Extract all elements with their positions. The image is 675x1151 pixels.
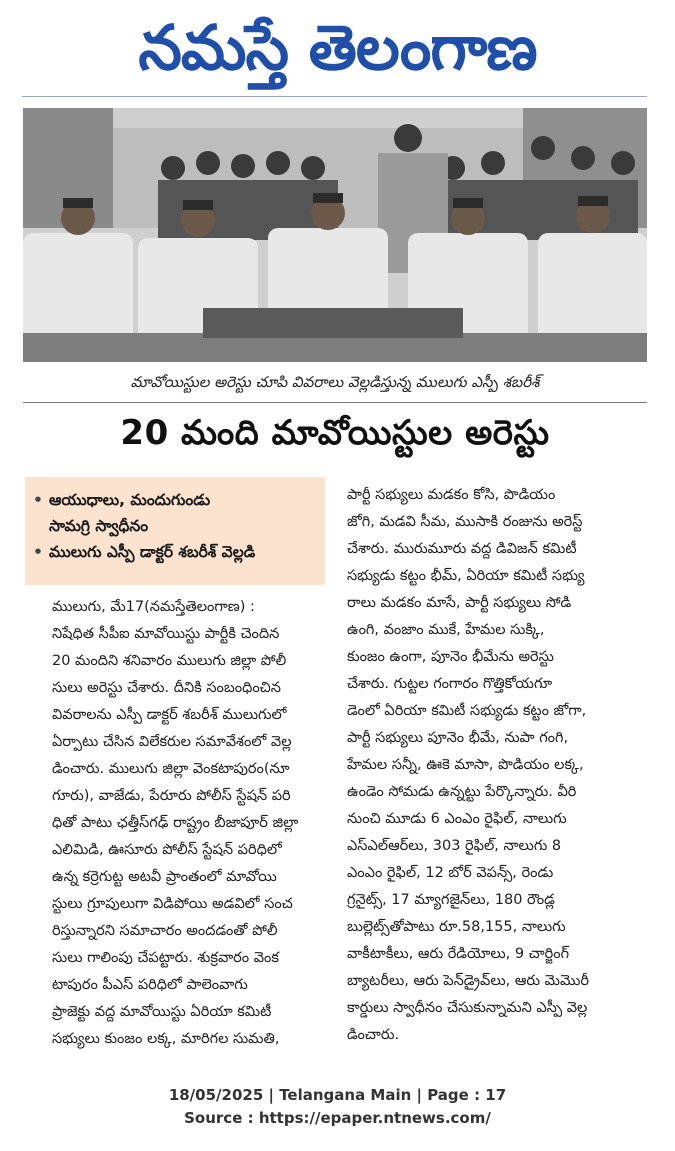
group-photo-image — [23, 108, 647, 362]
article-line: ఎలిమిడి, ఊసూరు పోలీస్ స్టేషన్ పరిధిలో — [52, 842, 282, 858]
article-line: హేమల సన్నీ, ఊకె మాసా, పొడియం లక్క, — [347, 757, 584, 773]
bullet-icon: • — [33, 491, 43, 509]
article-line: గూరు), వాజేడు, పేరూరు పోలీస్ స్టేషన్ పరి — [52, 788, 291, 804]
article-column-right — [347, 482, 649, 1049]
article-line: సులు గాలింపు చేపట్టారు. శుక్రవారం వెంక — [52, 950, 279, 966]
highlight-item — [33, 487, 317, 513]
article-line: రాలు మడకం మాసే, పార్టీ సభ్యులు సోడి — [347, 595, 572, 611]
article-line: కార్డులు స్వాధీనం చేసుకున్నామని ఎస్పీ వెల్ల — [347, 1000, 588, 1016]
article-line: చేశారు. మురుమూరు వద్ద డివిజన్ కమిటీ — [347, 541, 577, 557]
article-line: టాపురం పీఎస్ పరిధిలో పాలెంవాగు — [52, 977, 248, 993]
article-line: ఉన్న కర్రెగుట్ట అటవీ ప్రాంతంలో మావోయి — [52, 869, 277, 885]
article-line: ములుగు, మే17(నమస్తేతెలంగాణ) : — [52, 599, 255, 615]
highlight-line-continued — [33, 513, 317, 539]
article-line: డెంలో ఏరియా కమిటీ సభ్యుడు కట్టం జోగా, — [347, 703, 587, 719]
article-line: గ్రనైట్స్, 17 మ్యాగజైన్‌లు, 180 రౌండ్ల — [347, 892, 555, 908]
highlight-line: సామగ్రి స్వాధీనం — [49, 517, 149, 535]
article-line: ధితో పాటు ఛత్తీస్‌గఢ్ రాష్ట్రం బీజాపూర్ జిల్లా — [52, 815, 299, 831]
article-line: ఎస్ఎల్ఆర్‌లు, 303 రైఫిల్, నాలుగు 8 — [347, 838, 562, 854]
article-line: బ్యాటరీలు, ఆరు పెన్‌డ్రైవ్‌లు, ఆరు మెమొరీ — [347, 973, 589, 989]
article-line: చేశారు. గుట్టల గంగారం గొత్తికోయగూ — [347, 676, 553, 692]
article-line: సభ్యుడు కట్టం భీమ్, ఏరియా కమిటీ సభ్యు — [347, 568, 585, 584]
article-line: నిషేధిత సీపీఐ మావోయిస్టు పార్టీకి చెందిన — [52, 626, 280, 642]
article-line: పార్టీ సభ్యులు మడకం కోసి, పొడియం — [347, 487, 556, 503]
masthead — [0, 0, 675, 102]
article-line: వివరాలను ఎస్పీ డాక్టర్ శబరీశ్ ములుగులో — [52, 707, 287, 723]
article-line: బుల్లెట్స్‌తోపాటు రూ.58,155, నాలుగు — [347, 919, 566, 935]
highlight-line: ఆయుధాలు, మందుగుండు — [49, 491, 211, 509]
article-column-left — [52, 594, 334, 1053]
article-line: జోగి, మడవి సీమ, ముసాకి రంజును అరెస్ట్ — [347, 514, 583, 530]
article-line: డించారు. — [347, 1027, 400, 1043]
article-line: రిస్తున్నారని సమాచారం అందడంతో పోలీ — [52, 923, 278, 939]
footer-date-page: 18/05/2025 | Telangana Main | Page : 17 — [168, 1086, 507, 1104]
article-line: వాకీటాకీలు, ఆరు రేడియోలు, 9 చార్జింగ్ — [347, 946, 570, 962]
article-line: పార్టీ సభ్యులు పూనెం భీమే, నుపా గంగి, — [347, 730, 569, 746]
footer-source: Source : https://epaper.ntnews.com/ — [184, 1109, 491, 1127]
highlights-box — [25, 477, 325, 585]
article-line: ఏర్పాటు చేసిన విలేకరుల సమావేశంలో వెల్ల — [52, 734, 292, 750]
article-line: కుంజం ఉంగా, పూనెం భీమేను అరెస్టు — [347, 649, 554, 665]
highlight-line: ములుగు ఎస్పీ డాక్టర్ శబరీశ్ వెల్లడి — [49, 543, 256, 561]
article-line: ప్రాజెక్టు వద్ద మావోయిస్టు ఏరియా కమిటీ — [52, 1004, 272, 1020]
bullet-icon: • — [33, 543, 43, 561]
article-line: సభ్యులు కుంజం లక్క, మారిగల సుమతి, — [52, 1031, 280, 1047]
article-line: నుంచి మూడు 6 ఎంఎం రైఫిల్, నాలుగు — [347, 811, 567, 827]
article-line: ఎంఎం రైఫిల్, 12 బోర్ వెపన్స్, రెండు — [347, 865, 554, 881]
article-line: స్టులు గ్రూపులుగా విడిపోయి అడవిలో సంచ — [52, 896, 293, 912]
headline: 20 మంది మావోయిస్టుల అరెస్టు — [120, 413, 550, 453]
news-photo — [23, 108, 647, 362]
newspaper-logo: నమస్తే తెలంగాణ — [138, 11, 537, 84]
article-line: ఉంగి, వంజాం ముకే, హేమల సుక్కి, — [347, 622, 545, 638]
photo-caption — [23, 366, 647, 403]
article-line: సులు అరెస్టు చేశారు. దీనికి సంబంధించిన — [52, 680, 281, 696]
footer — [0, 1084, 675, 1130]
highlight-item — [33, 539, 317, 565]
masthead-divider — [22, 96, 647, 97]
article-line: ఉండెం సోమడు ఉన్నట్టు పేర్కొన్నారు. వీరి — [347, 784, 577, 800]
caption-text: మావోయిస్టుల అరెస్టు చూపి వివరాలు వెల్లడిస్తున్న ములుగు ఎస్పీ శబరీశ్ — [130, 373, 540, 391]
article-line: డించారు. ములుగు జిల్లా వెంకటాపురం(నూ — [52, 761, 290, 777]
article-line: 20 మందిని శనివారం ములుగు జిల్లా పోలీ — [52, 653, 287, 669]
